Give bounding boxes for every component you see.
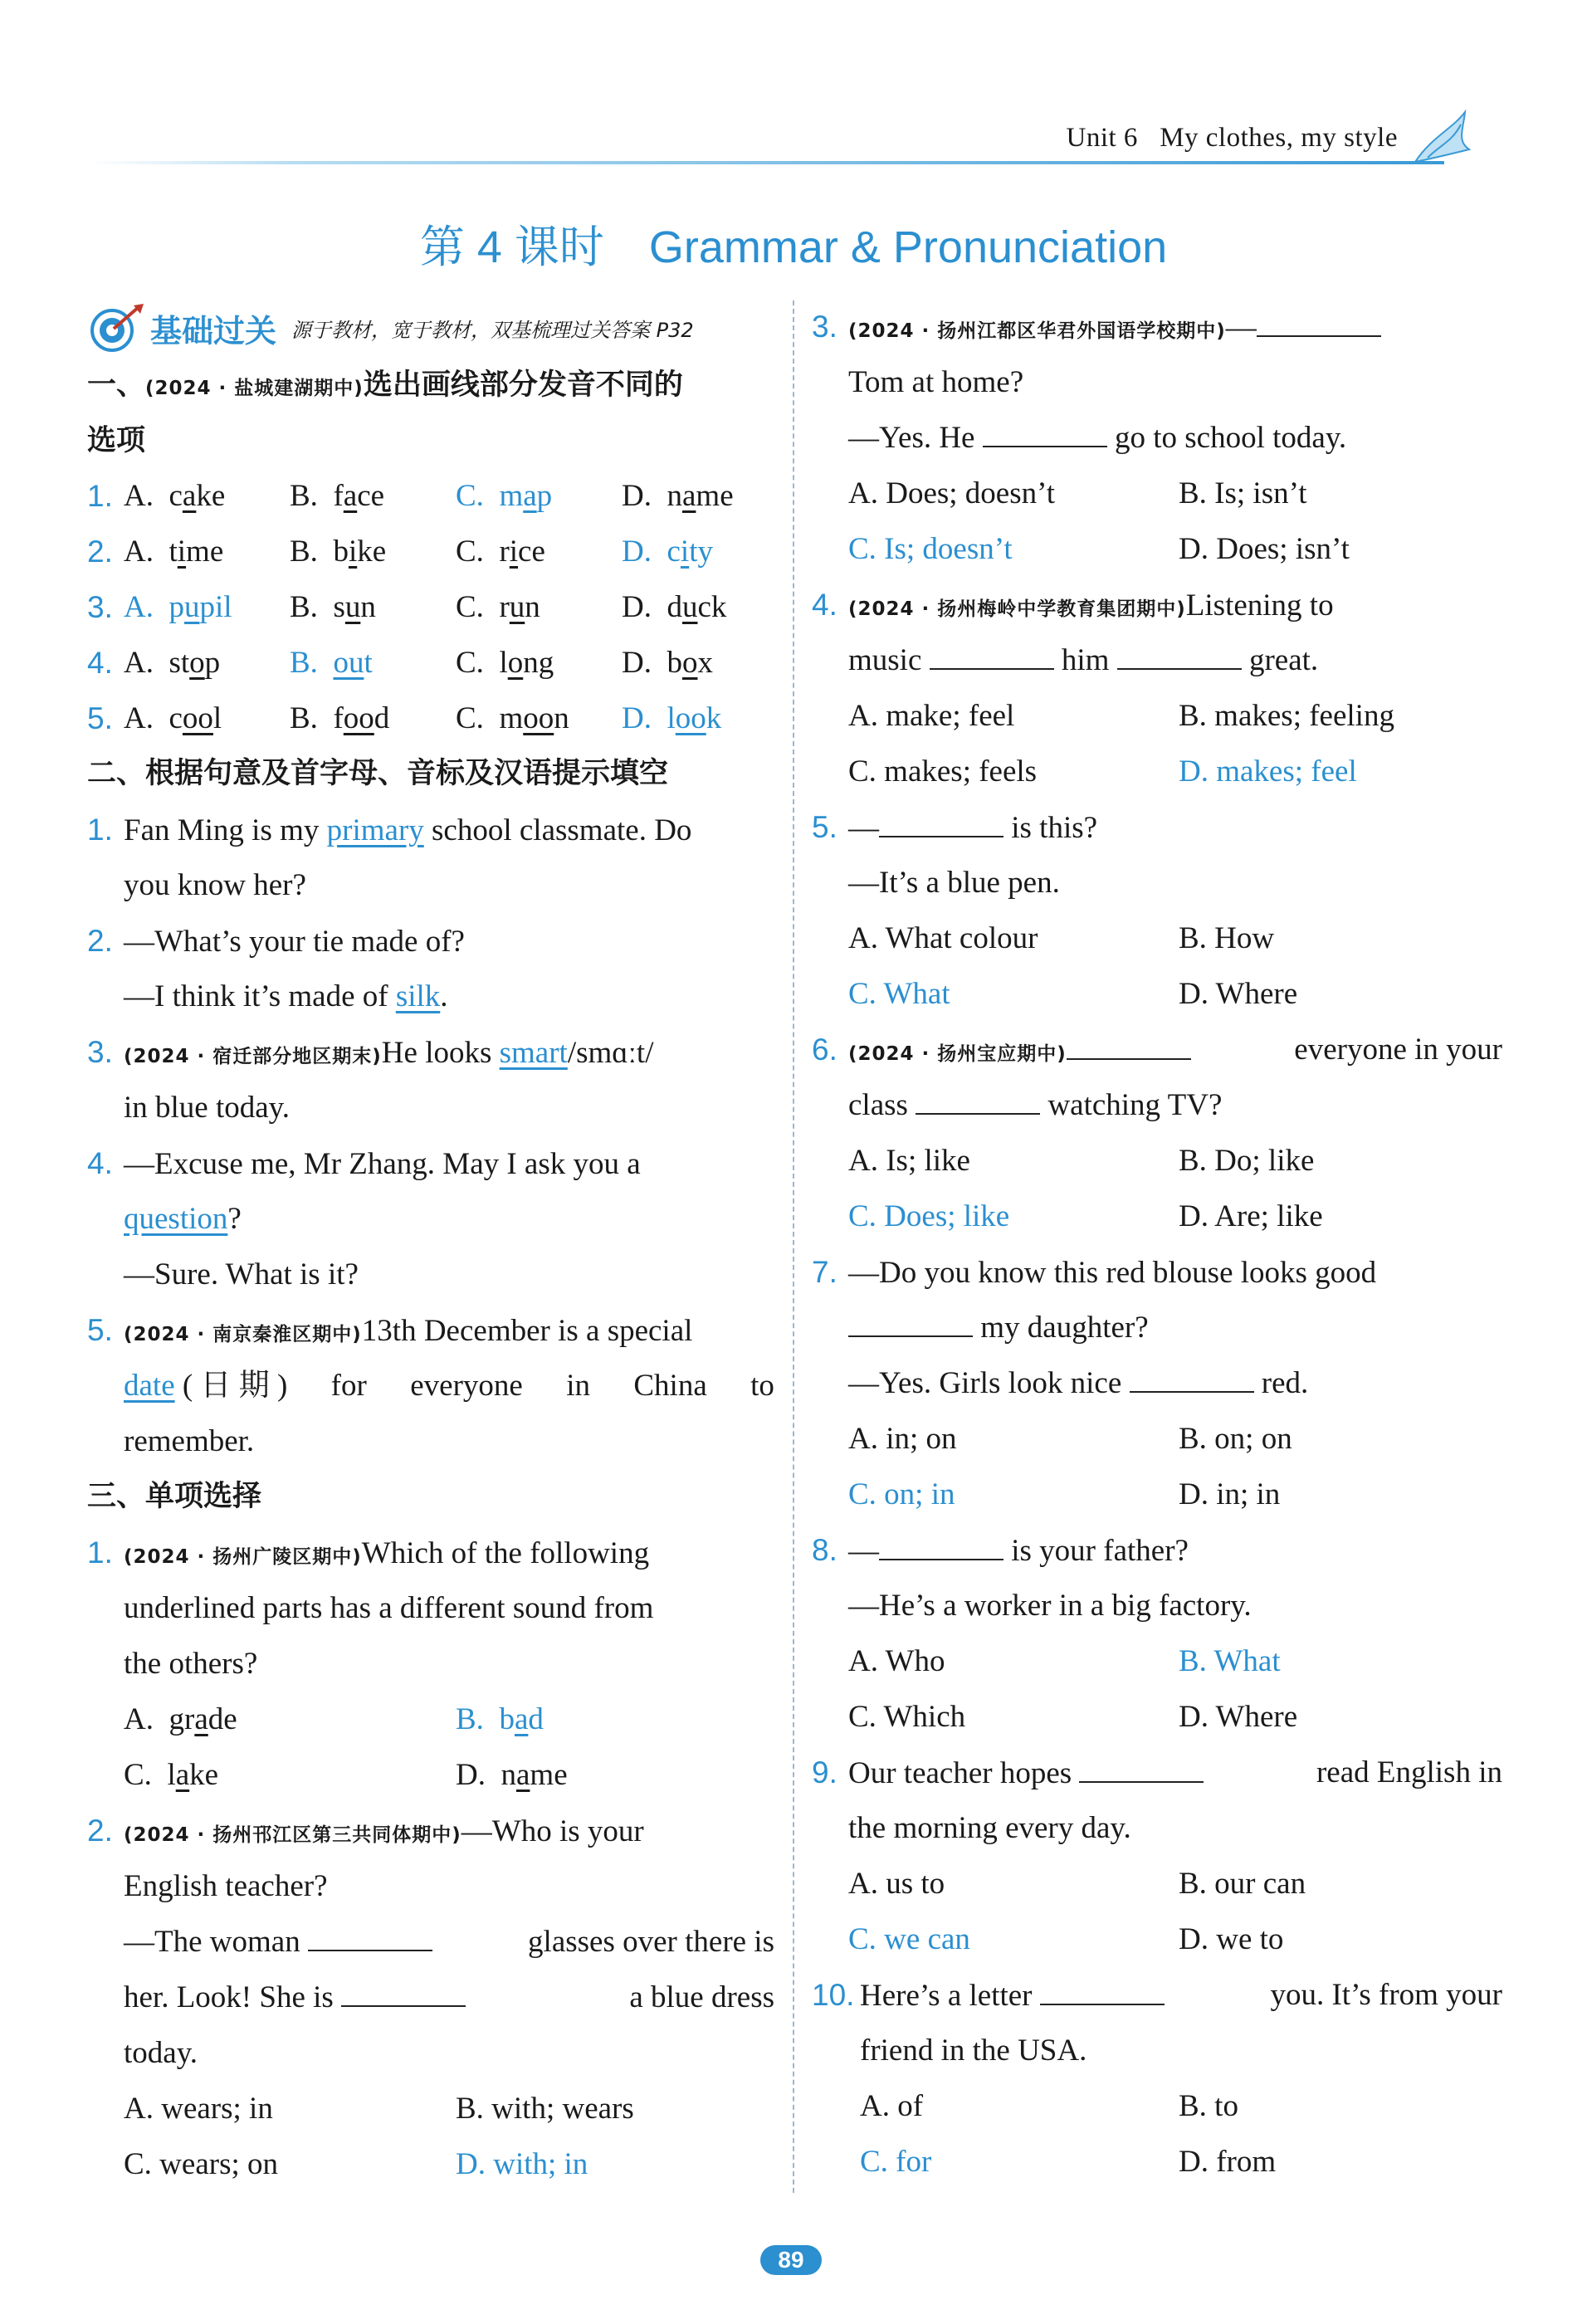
s3-q2-l5: today. xyxy=(124,2036,198,2070)
option-b[interactable]: B. Do; like xyxy=(1179,1144,1315,1178)
s3-q8: 8. — is your father? xyxy=(812,1533,1189,1568)
s3-q9-opts-cd xyxy=(812,1911,1502,1967)
s3-q8-opts-ab xyxy=(812,1633,1502,1689)
option-c[interactable]: C. long xyxy=(456,646,554,680)
s2-q2-cont: —I think it’s made of silk. xyxy=(124,979,448,1013)
answer-blank[interactable] xyxy=(879,1532,1003,1560)
option-c[interactable]: C. Does; like xyxy=(848,1199,1010,1233)
s3-q7-l3: —Yes. Girls look nice red. xyxy=(848,1366,1309,1400)
option-a[interactable]: A. pupil xyxy=(124,590,232,624)
answer-blank[interactable] xyxy=(308,1923,432,1951)
phonics-question xyxy=(87,691,774,746)
option-c[interactable]: C. for xyxy=(860,2145,932,2179)
phonics-question xyxy=(87,635,774,691)
answer: question xyxy=(124,1202,228,1236)
s3-q3: 3. (2024 · 扬州江都区华君外国语学校期中)— xyxy=(812,299,1502,354)
option-a[interactable]: A. in; on xyxy=(848,1422,957,1456)
answer-blank[interactable] xyxy=(916,1086,1040,1115)
s3-q4-opts-ab xyxy=(812,688,1502,744)
option-d[interactable]: D. Where xyxy=(1179,977,1298,1011)
wave-decoration-icon xyxy=(1407,104,1482,170)
target-icon xyxy=(87,302,145,354)
option-c[interactable]: C. Is; doesn’t xyxy=(848,532,1013,566)
option-a[interactable]: A. make; feel xyxy=(848,699,1015,733)
s3-q2: 2. (2024 · 扬州邗江区第三共同体期中)—Who is your xyxy=(87,1814,644,1848)
s3-q4-opts-cd xyxy=(812,744,1502,799)
option-d[interactable]: D. with; in xyxy=(456,2147,588,2181)
header-rule xyxy=(91,161,1444,164)
option-a[interactable]: A. Who xyxy=(848,1644,945,1678)
answer: primary xyxy=(326,813,424,847)
section2-heading: 二、根据句意及首字母、音标及汉语提示填空 xyxy=(87,757,669,790)
option-d[interactable]: D. duck xyxy=(622,590,727,624)
lesson-title: 第 4 课时 Grammar & Pronunciation xyxy=(419,222,1168,272)
s2-q3: 3. (2024 · 宿迁部分地区期末)He looks smart/smɑːt/ xyxy=(87,1035,654,1070)
option-d[interactable]: D. Where xyxy=(1179,1700,1298,1734)
answer: smart xyxy=(499,1036,568,1070)
s3-q7-opts-ab xyxy=(812,1411,1502,1467)
s3-q7: 7. —Do you know this red blouse looks good xyxy=(812,1255,1377,1290)
option-b[interactable]: B. our can xyxy=(1179,1867,1306,1901)
s2-q2: 2. —What’s your tie made of? xyxy=(87,924,465,959)
s3-q6-l2: class watching TV? xyxy=(848,1088,1223,1122)
option-b[interactable]: B. face xyxy=(290,479,385,513)
option-d[interactable]: D. we to xyxy=(1179,1922,1284,1956)
option-c[interactable]: C. makes; feels xyxy=(848,754,1038,788)
option-b[interactable]: B. food xyxy=(290,701,390,735)
option-a[interactable]: A. grade xyxy=(124,1702,237,1736)
s3-q5-opts-cd xyxy=(812,966,1502,1022)
s2-q5-cont: date ( 日 期 ) for everyone in China to xyxy=(124,1369,774,1403)
section1-heading-cont: 选项 xyxy=(87,424,146,457)
s3-q3-opts-ab xyxy=(812,466,1502,521)
option-c[interactable]: C. on; in xyxy=(848,1477,955,1511)
s3-q1-l2: underlined parts has a different sound from xyxy=(124,1591,654,1625)
answer-blank[interactable] xyxy=(983,419,1107,447)
unit-header: Unit 6 My clothes, my style xyxy=(1066,123,1398,153)
option-c[interactable]: C. moon xyxy=(456,701,569,735)
option-d[interactable]: D. from xyxy=(1179,2145,1277,2179)
answer: silk xyxy=(395,979,441,1013)
option-a[interactable]: A. cool xyxy=(124,701,222,735)
answer-blank[interactable] xyxy=(1130,1365,1254,1393)
question-number: 4. xyxy=(87,646,113,680)
option-d[interactable]: D. makes; feel xyxy=(1179,754,1357,788)
s3-q1-opts-cd xyxy=(87,1747,774,1803)
answer-blank[interactable] xyxy=(1067,1032,1191,1060)
option-d[interactable]: D. name xyxy=(622,479,734,513)
s3-q8-l2: —He’s a worker in a big factory. xyxy=(848,1589,1252,1623)
answer-blank[interactable] xyxy=(1257,309,1381,337)
s2-q1-cont: you know her? xyxy=(124,868,306,902)
s3-q3-l2: Tom at home? xyxy=(848,365,1024,399)
s3-q6-opts-ab xyxy=(812,1133,1502,1189)
option-a[interactable]: A. wears; in xyxy=(124,2092,273,2126)
option-c[interactable]: C. Which xyxy=(848,1700,966,1734)
s3-q9-l2: the morning every day. xyxy=(848,1811,1131,1845)
option-a[interactable]: A. time xyxy=(124,535,224,569)
column-divider xyxy=(793,300,794,2193)
s3-q1-opts-ab xyxy=(87,1692,774,1747)
option-d[interactable]: D. city xyxy=(622,535,713,569)
badge-description: 源于教材，宽于教材，双基梳理过关答案 P32 xyxy=(291,318,694,342)
option-b[interactable]: B. on; on xyxy=(1179,1422,1292,1456)
s2-q1: 1. Fan Ming is my primary school classmate. Do xyxy=(87,813,692,847)
s3-q6: 6. (2024 · 扬州宝应期中) everyone in your xyxy=(812,1033,1502,1067)
page-number: 89 xyxy=(760,2245,822,2275)
option-d[interactable]: D. box xyxy=(622,646,713,680)
question-number: 1. xyxy=(87,479,113,513)
answer-blank[interactable] xyxy=(930,642,1054,670)
answer-blank[interactable] xyxy=(1040,1977,1165,2005)
option-b[interactable]: B. bad xyxy=(456,1702,544,1736)
option-d[interactable]: D. look xyxy=(622,701,722,735)
option-b[interactable]: B. bike xyxy=(290,535,387,569)
s2-q4-reply: —Sure. What is it? xyxy=(124,1257,359,1291)
answer-blank[interactable] xyxy=(341,1979,466,2007)
option-a[interactable]: A. What colour xyxy=(848,921,1038,955)
s3-q9: 9. Our teacher hopes read English in xyxy=(812,1755,1502,1790)
section1-heading: 一、(2024 · 盐城建湖期中)选出画线部分发音不同的 xyxy=(87,369,683,402)
right-column xyxy=(812,299,1502,2190)
answer-blank[interactable] xyxy=(1117,642,1242,670)
s2-q5: 5. (2024 · 南京秦淮区期中)13th December is a special xyxy=(87,1313,693,1348)
section3-heading: 三、单项选择 xyxy=(87,1480,262,1513)
s2-q4: 4. —Excuse me, Mr Zhang. May I ask you a xyxy=(87,1146,641,1181)
option-d[interactable]: D. Are; like xyxy=(1179,1199,1323,1233)
option-d[interactable]: D. in; in xyxy=(1179,1477,1281,1511)
s3-q10-opts-ab xyxy=(812,2078,1502,2134)
question-number: 2. xyxy=(87,535,113,569)
phonics-question xyxy=(87,524,774,579)
s3-q2-l4: her. Look! She is a blue dress xyxy=(124,1980,774,2014)
option-a[interactable]: A. Is; like xyxy=(848,1144,970,1178)
option-b[interactable]: B. to xyxy=(1179,2089,1238,2123)
phonics-question xyxy=(87,468,774,524)
option-b[interactable]: B. How xyxy=(1179,921,1275,955)
s3-q6-opts-cd xyxy=(812,1189,1502,1244)
s3-q3-l3: —Yes. He go to school today. xyxy=(848,421,1347,455)
option-b[interactable]: B. with; wears xyxy=(456,2092,634,2126)
option-b[interactable]: B. makes; feeling xyxy=(1179,699,1394,733)
basics-badge xyxy=(87,299,774,357)
option-c[interactable]: C. run xyxy=(456,590,540,624)
option-d[interactable]: D. Does; isn’t xyxy=(1179,532,1350,566)
option-b[interactable]: B. out xyxy=(290,646,373,680)
option-c[interactable]: C. we can xyxy=(848,1922,970,1956)
option-a[interactable]: A. Does; doesn’t xyxy=(848,476,1056,510)
option-c[interactable]: C. What xyxy=(848,977,950,1011)
s3-q7-opts-cd xyxy=(812,1467,1502,1522)
s3-q5: 5. — is this? xyxy=(812,810,1098,845)
s3-q3-opts-cd xyxy=(812,521,1502,577)
option-a[interactable]: A. of xyxy=(860,2089,924,2123)
option-a[interactable]: A. us to xyxy=(848,1867,945,1901)
s3-q2-l2: English teacher? xyxy=(124,1869,328,1903)
answer: date xyxy=(124,1369,175,1403)
s3-q4: 4. (2024 · 扬州梅岭中学教育集团期中)Listening to xyxy=(812,588,1334,622)
s3-q4-l2: music him great. xyxy=(848,643,1319,677)
s2-q3-cont: in blue today. xyxy=(124,1091,291,1125)
option-b[interactable]: B. Is; isn’t xyxy=(1179,476,1307,510)
s3-q10: 10. Here’s a letter you. It’s from your xyxy=(812,1978,1502,2013)
s3-q5-opts-ab xyxy=(812,911,1502,966)
s3-q2-opts-cd xyxy=(87,2136,774,2192)
question-number: 3. xyxy=(87,590,113,624)
option-b[interactable]: B. sun xyxy=(290,590,376,624)
left-column xyxy=(87,299,774,2192)
option-c[interactable]: C. rice xyxy=(456,535,545,569)
s3-q7-l2: my daughter? xyxy=(812,1300,1502,1355)
phonics-question xyxy=(87,579,774,635)
option-c[interactable]: C. map xyxy=(456,479,553,513)
badge-title: 基础过关 xyxy=(150,312,277,349)
s3-q8-opts-cd xyxy=(812,1689,1502,1745)
s3-q9-opts-ab xyxy=(812,1856,1502,1911)
s3-q5-l2: —It’s a blue pen. xyxy=(848,866,1060,900)
option-c[interactable]: C. lake xyxy=(124,1758,219,1792)
question-number: 5. xyxy=(87,701,113,735)
s2-q4-cont: question? xyxy=(124,1202,242,1236)
answer-blank[interactable] xyxy=(1079,1755,1204,1783)
s3-q2-l3: —The woman glasses over there is xyxy=(124,1925,774,1959)
s3-q1: 1. (2024 · 扬州广陵区期中)Which of the following xyxy=(87,1536,650,1570)
section1-questions xyxy=(87,468,774,746)
s3-q10-opts-cd xyxy=(812,2134,1502,2190)
answer-blank[interactable] xyxy=(848,1309,973,1337)
option-a[interactable]: A. cake xyxy=(124,479,226,513)
option-d[interactable]: D. name xyxy=(456,1758,568,1792)
s3-q1-l3: the others? xyxy=(124,1647,258,1681)
option-b[interactable]: B. What xyxy=(1179,1644,1281,1678)
option-c[interactable]: C. wears; on xyxy=(124,2147,278,2181)
option-a[interactable]: A. stop xyxy=(124,646,221,680)
s3-q2-opts-ab xyxy=(87,2081,774,2136)
s3-q10-l2: friend in the USA. xyxy=(860,2034,1087,2068)
s2-q5-end: remember. xyxy=(124,1424,255,1458)
answer-blank[interactable] xyxy=(879,809,1003,837)
